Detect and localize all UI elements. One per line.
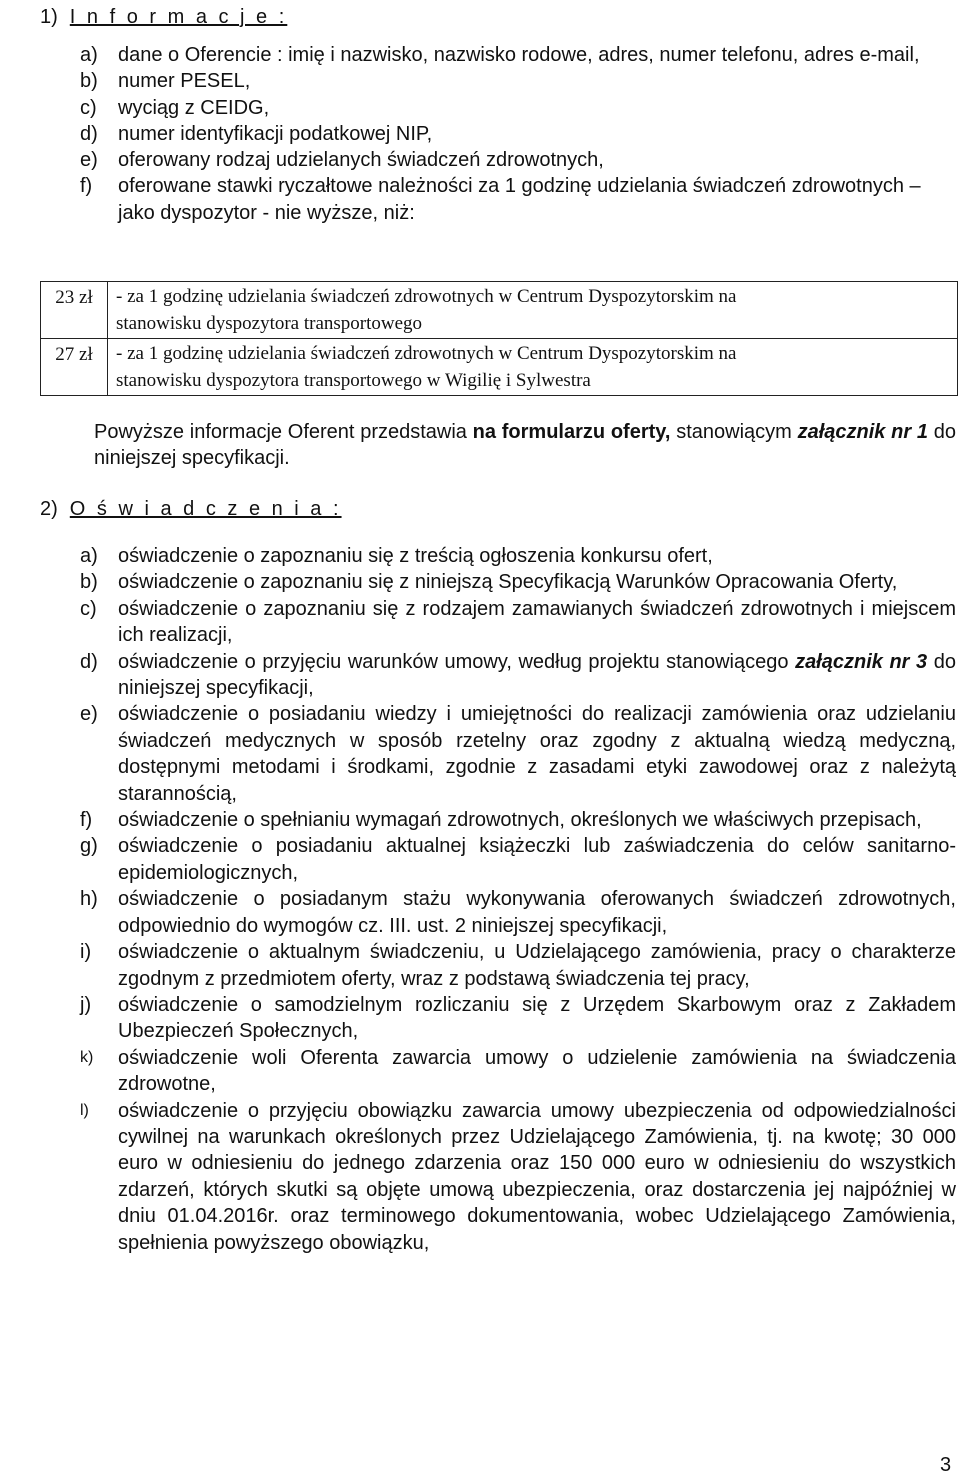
list-item-text: wyciąg z CEIDG, [118,96,270,119]
rate-description-line: stanowisku dyspozytora transportowego w Wigilię i Sylwestra [116,370,591,391]
list-item-text: do niniejszej specyfikacji, [118,650,956,700]
list-item-text: oświadczenie o samodzielnym rozliczaniu się z Urzędem Skarbowym oraz z Zakładem Ubezpieczeń Społecznych, [118,993,956,1043]
list-item [80,543,956,569]
rate-description [108,282,958,339]
list-item [80,701,956,807]
section-1-heading [40,4,287,30]
list-marker: c) [80,96,97,119]
list-item [80,95,956,121]
list-item [80,649,956,702]
list-marker: h) [80,888,98,911]
list-marker: l) [80,1101,89,1119]
list-item-text: oświadczenie o spełnianiu wymagań zdrowotnych, określonych we właściwych przepisach, [118,809,922,832]
list-marker: k) [80,1048,94,1066]
rate-description [108,339,958,396]
rate-description-line: - za 1 godzinę udzielania świadczeń zdrowotnych w Centrum Dyspozytorskim na [116,286,737,307]
note-text: Powyższe informacje Oferent przedstawia [94,421,473,443]
list-item-text: oświadczenie o posiadanym stażu wykonywania oferowanych świadczeń zdrowotnych, odpowiednio do wymogów cz. III. ust. 2 niniejszej specyfikacji, [118,888,956,937]
note-bold-text: na formularzu oferty, [472,421,671,443]
rate-description-line: - za 1 godzinę udzielania świadczeń zdrowotnych w Centrum Dyspozytorskim na [116,343,737,364]
list-item-text: numer identyfikacji podatkowej NIP, [118,122,433,145]
table-row [41,282,958,339]
statements-list [80,543,956,1256]
form-note-paragraph [94,419,956,471]
page-number: 3 [940,1454,952,1476]
list-marker: e) [80,149,98,172]
attachment-reference: załącznik nr 1 [797,421,929,443]
note-text: stanowiącym [670,421,798,443]
list-item [80,42,956,68]
list-item [80,939,956,992]
list-marker: c) [80,597,97,620]
list-item-text: oświadczenie woli Oferenta zawarcia umowy o udzielenie zamówienia na świadczenia zdrowotne, [118,1046,956,1096]
section-1-number: 1) [40,6,58,28]
list-marker: b) [80,571,98,594]
list-marker: i) [80,941,92,964]
information-list [80,42,956,226]
list-item [80,569,956,595]
list-item-text: oświadczenie o przyjęciu obowiązku zawarcia umowy ubezpieczenia od odpowiedzialności cywilnej na warunkach określonych przez Udzielającego Zamówienia, tj. na kwotę; 30 000 euro w odniesieniu do jednego zdarzenia oraz 150 000 euro w odniesieniu do wszystkich zdarzeń, których skutki są objęte umową ubezpieczenia, oraz dostarczenia jej najpóźniej w dniu 01.04.2016r. oraz terminowego dokumentowania, wobec Udzielającego Zamówienia, spełnienia powyższego obowiązku, [118,1099,956,1254]
section-1-title: I n f o r m a c j e : [69,6,288,28]
list-item-text: dane o Oferencie : imię i nazwisko, nazwisko rodowe, adres, numer telefonu, adres e-mail, [118,44,920,66]
list-item [80,807,956,833]
list-marker: f) [80,175,93,198]
list-item [80,68,956,94]
list-item-text: oświadczenie o aktualnym świadczeniu, u Udzielającego zamówienia, pracy o charakterze zgodnym z przedmiotem oferty, wraz z podstawą świadczenia tej pracy, [118,941,956,990]
list-item [80,1098,956,1256]
list-item-text: oferowany rodzaj udzielanych świadczeń zdrowotnych, [118,149,604,172]
list-marker: a) [80,44,98,66]
list-item [80,121,956,147]
list-marker: f) [80,809,93,832]
list-marker: a) [80,545,98,567]
list-item-text: oświadczenie o posiadaniu aktualnej książeczki lub zaświadczenia do celów sanitarno-epidemiologicznych, [118,835,956,884]
list-marker: d) [80,650,98,673]
table-row [41,339,958,396]
list-marker: g) [80,835,98,858]
list-item [80,992,956,1045]
list-item-text: oświadczenie o zapoznaniu się z treścią ogłoszenia konkursu ofert, [118,545,713,567]
list-item-text: oferowane stawki ryczałtowe należności za 1 godzinę udzielania świadczeń zdrowotnych – jako dyspozytor - nie wyższe, niż: [118,175,921,224]
rates-table [40,281,958,396]
section-2-heading [40,496,342,522]
list-marker: j) [80,993,92,1016]
list-marker: d) [80,122,98,145]
list-item [80,833,956,886]
list-item-text: numer PESEL, [118,70,251,93]
rate-amount: 23 zł [41,282,108,339]
list-item [80,886,956,939]
list-item-text: oświadczenie o zapoznaniu się z rodzajem zamawianych świadczeń zdrowotnych i miejscem ich realizacji, [118,597,956,647]
rate-amount: 27 zł [41,339,108,396]
list-item [80,596,956,649]
list-item [80,147,956,173]
attachment-reference: załącznik nr 3 [795,650,928,673]
section-2-title: O ś w i a d c z e n i a : [69,498,342,520]
list-item-text: oświadczenie o posiadaniu wiedzy i umiejętności do realizacji zamówienia oraz udzielaniu świadczeń medycznych w sposób rzetelny oraz zgodny z aktualną wiedzą medyczną, dostępnymi metodami i środkami, zgodnie z zasadami etyki zawodowej oraz z należytą starannością, [118,703,956,805]
section-2-number: 2) [40,498,58,520]
note-text: do niniejszej specyfikacji. [94,421,957,469]
list-item-text: oświadczenie o zapoznaniu się z niniejszą Specyfikacją Warunków Opracowania Oferty, [118,571,898,594]
list-item [80,173,956,226]
rate-description-line: stanowisku dyspozytora transportowego [116,313,423,334]
list-item-text: oświadczenie o przyjęciu warunków umowy, według projektu stanowiącego [118,650,789,673]
list-marker: b) [80,70,98,93]
list-marker: e) [80,703,98,726]
list-item [80,1045,956,1098]
